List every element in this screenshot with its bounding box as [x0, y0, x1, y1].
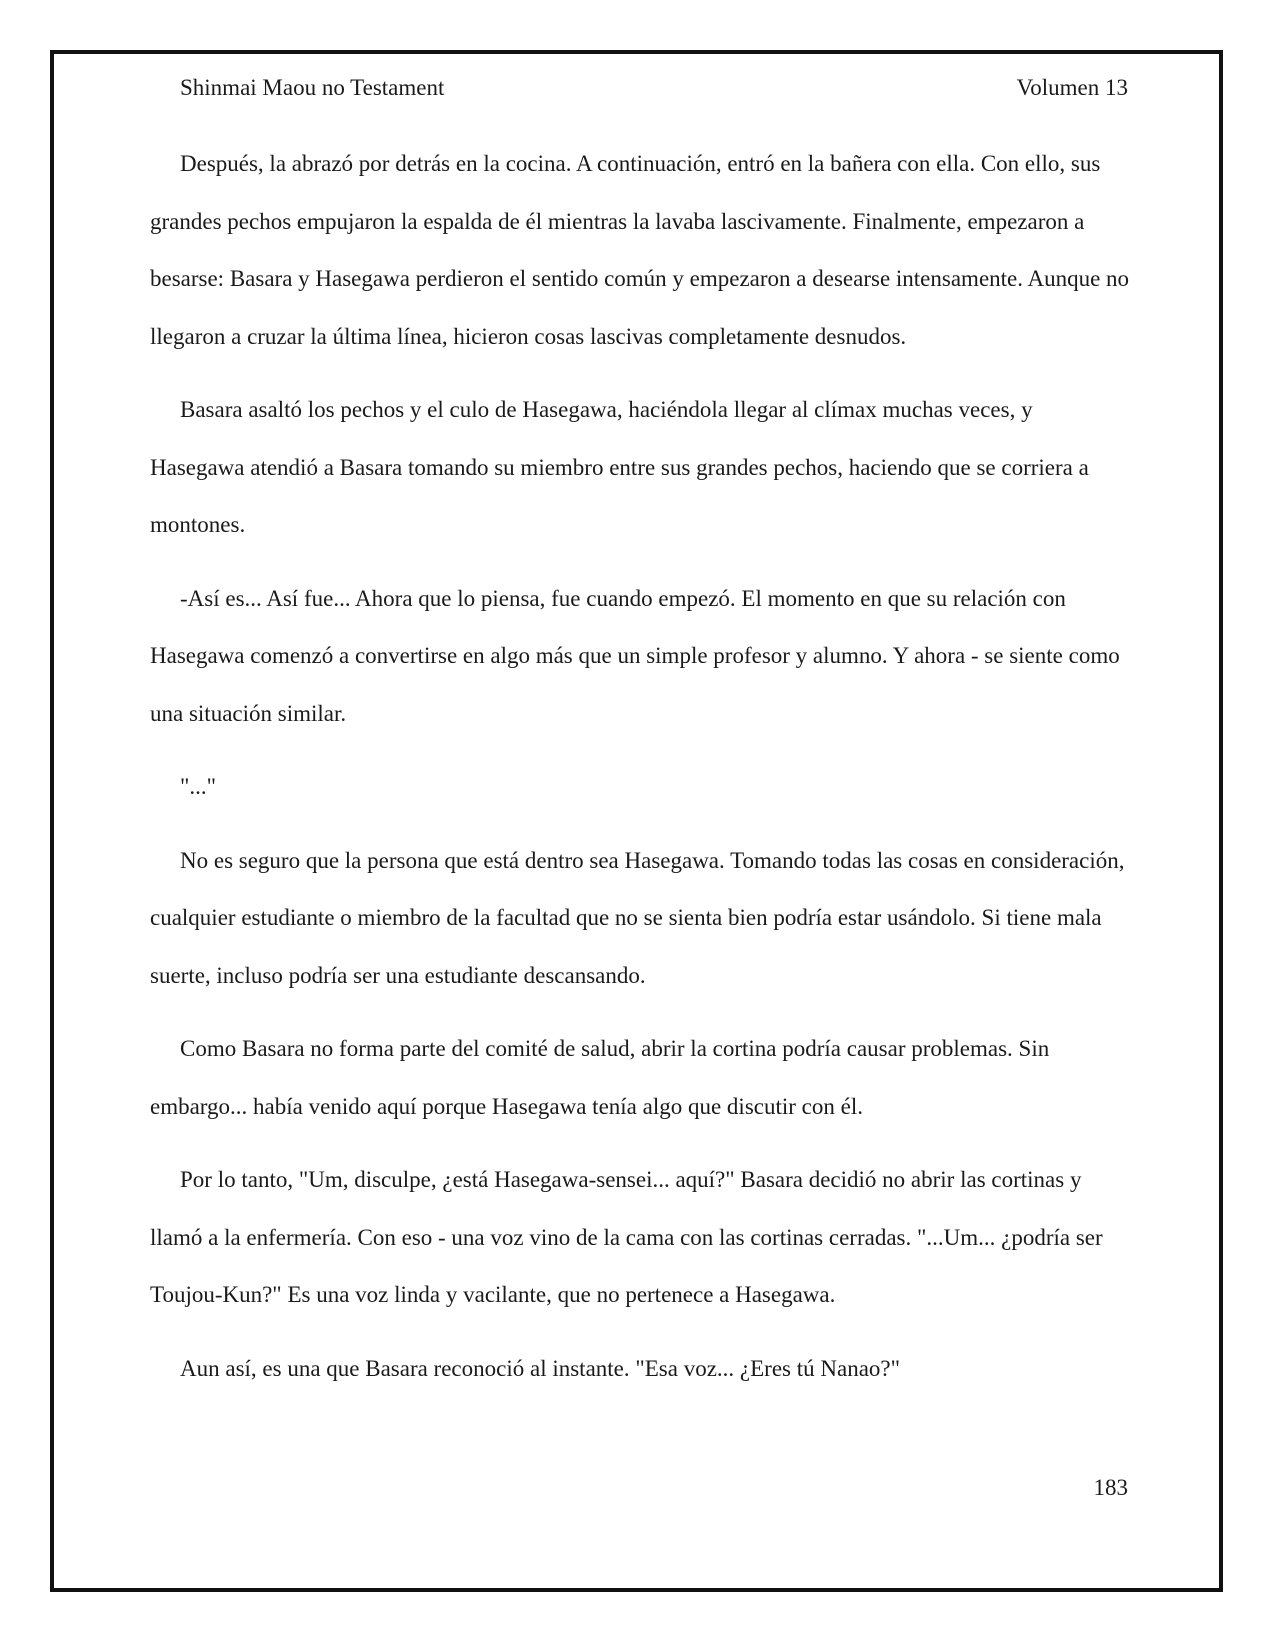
paragraph: Como Basara no forma parte del comité de salud, abrir la cortina podría causar problemas. Sin embargo... había venido aquí porque Hasegawa tenía algo que discutir con él. [150, 1036, 1050, 1119]
volume-label: Volumen 13 [1016, 75, 1128, 100]
paragraph: Basara asaltó los pechos y el culo de Hasegawa, haciéndola llegar al clímax muchas veces, y Hasegawa atendió a Basara tomando su miembro entre sus grandes pechos, haciendo que se corriera a montones. [150, 397, 1089, 537]
book-title: Shinmai Maou no Testament [180, 75, 445, 100]
paragraph: Por lo tanto, "Um, disculpe, ¿está Hasegawa-sensei... aquí?" Basara decidió no abrir las cortinas y llamó a la enfermería. Con eso - una voz vino de la cama con las cortinas cerradas. "...Um... ¿podría ser Toujou-Kun?" Es una voz linda y vacilante, que no pertenece a Hasegawa. [150, 1167, 1103, 1307]
body-text [150, 135, 1132, 1413]
paragraph: Después, la abrazó por detrás en la cocina. A continuación, entró en la bañera con ella. Con ello, sus grandes pechos empujaron la espalda de él mientras la lavaba lascivamente. Finalmente, empezaron a besarse: Basara y Hasegawa perdieron el sentido común y empezaron a desearse intensamente. Aunque no llegaron a cruzar la última línea, hicieron cosas lascivas completamente desnudos. [150, 151, 1130, 349]
page-number: 183 [1093, 1475, 1128, 1500]
paragraph: -Así es... Así fue... Ahora que lo piensa, fue cuando empezó. El momento en que su relación con Hasegawa comenzó a convertirse en algo más que un simple profesor y alumno. Y ahora - se siente como una situación similar. [150, 585, 1120, 726]
page-header [180, 70, 1128, 106]
paragraph: No es seguro que la persona que está dentro sea Hasegawa. Tomando todas las cosas en consideración, cualquier estudiante o miembro de la facultad que no se sienta bien podría estar usándolo. Si tiene mala suerte, incluso podría ser una estudiante descansando. [150, 847, 1125, 988]
paragraph: "..." [180, 774, 217, 799]
paragraph: Aun así, es una que Basara reconoció al instante. "Esa voz... ¿Eres tú Nanao?" [180, 1355, 901, 1381]
